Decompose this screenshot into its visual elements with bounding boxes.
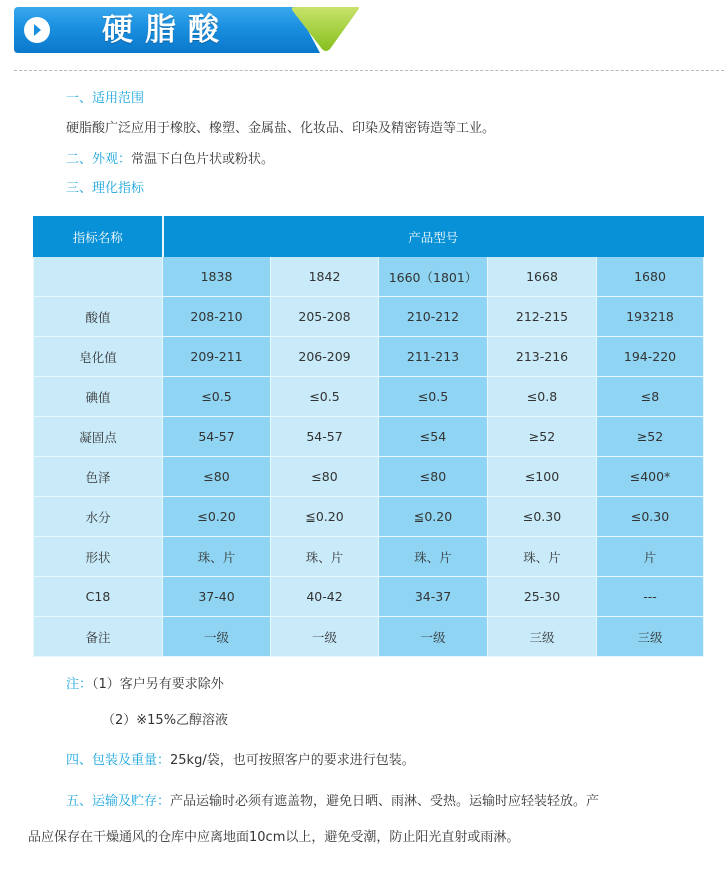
cell: 209-211 [163,337,271,377]
cell: 三级 [597,617,704,657]
title-banner [14,7,324,53]
dashed-divider [14,70,724,71]
cell: 193218 [597,297,704,337]
note-1: （1）客户另有要求除外 [92,677,224,692]
row-name: 形状 [34,537,163,577]
cell: 珠、片 [163,537,271,577]
cell: ≤80 [379,457,488,497]
chevron-right-icon [24,17,50,43]
scope-text: 硬脂酸广泛应用于橡胶、橡塑、金属盐、化妆品、印染及精密铸造等工业。 [66,121,496,136]
model-row [34,257,704,297]
row-name: 酸值 [34,297,163,337]
table-row [34,417,704,457]
transport-line-1 [66,793,599,811]
header-name: 指标名称 [34,217,163,257]
table-row [34,537,704,577]
table-row [34,617,704,657]
cell: ≦0.20 [379,497,488,537]
cell: 205-208 [271,297,379,337]
cell: ≤80 [163,457,271,497]
cell: ≤0.30 [597,497,704,537]
cell: ≤8 [597,377,704,417]
cell: 54-57 [271,417,379,457]
cell: 210-212 [379,297,488,337]
model-row-label [34,257,163,297]
cell: 珠、片 [488,537,597,577]
notes-label: 注： [66,677,93,692]
cell: ≥52 [488,417,597,457]
cell: 206-209 [271,337,379,377]
cell: ≤0.30 [488,497,597,537]
table-row [34,297,704,337]
cell: ≤54 [379,417,488,457]
transport-heading: 五、运输及贮存： [66,794,171,809]
transport-text-1: 产品运输时必须有遮盖物，避免日晒、雨淋、受热。运输时应轻装轻放。产 [170,794,600,809]
cell: 37-40 [163,577,271,617]
cell: 213-216 [488,337,597,377]
table-header-row [34,217,704,257]
cell: ≤0.5 [379,377,488,417]
packaging-text: 25kg/袋，也可按照客户的要求进行包装。 [170,753,415,768]
cell: ≤0.20 [163,497,271,537]
table-row [34,457,704,497]
cell: 211-213 [379,337,488,377]
table-row [34,497,704,537]
specs-heading: 三、理化指标 [66,181,145,196]
row-name: 凝固点 [34,417,163,457]
row-name: 皂化值 [34,337,163,377]
model-1680: 1680 [597,257,704,297]
cell: 三级 [488,617,597,657]
cell: 208-210 [163,297,271,337]
cell: 一级 [271,617,379,657]
row-name: 色泽 [34,457,163,497]
page-title: 硬脂酸 [102,12,231,48]
cell: ≤0.8 [488,377,597,417]
note-1-line [66,676,224,694]
table-row [34,337,704,377]
cell: 珠、片 [271,537,379,577]
model-1842: 1842 [271,257,379,297]
cell: ≤100 [488,457,597,497]
triangle-down-icon [292,7,360,51]
cell: ≤0.5 [271,377,379,417]
appearance-text: 常温下白色片状或粉状。 [131,152,275,167]
cell: ≤80 [271,457,379,497]
spec-table [33,216,704,657]
cell: ≤400* [597,457,704,497]
model-1668: 1668 [488,257,597,297]
table-row [34,377,704,417]
packaging-line [66,752,415,770]
row-name: 水分 [34,497,163,537]
scope-heading: 一、适用范围 [66,91,145,106]
cell: ≦0.20 [271,497,379,537]
cell: ≤0.5 [163,377,271,417]
row-name: 备注 [34,617,163,657]
model-1838: 1838 [163,257,271,297]
note-2: （2）※15%乙醇溶液 [102,713,229,728]
header-models: 产品型号 [163,217,704,257]
row-name: 碘值 [34,377,163,417]
cell: 一级 [379,617,488,657]
appearance-heading: 二、外观： [66,152,132,167]
row-name: C18 [34,577,163,617]
model-1660: 1660（1801） [379,257,488,297]
transport-text-2: 品应保存在干燥通风的仓库中应离地面10cm以上，避免受潮，防止阳光直射或雨淋。 [28,830,520,845]
cell: 片 [597,537,704,577]
packaging-heading: 四、包装及重量： [66,753,171,768]
table-row [34,577,704,617]
cell: ≥52 [597,417,704,457]
cell: 212-215 [488,297,597,337]
cell: --- [597,577,704,617]
cell: 54-57 [163,417,271,457]
cell: 25-30 [488,577,597,617]
appearance-line [66,151,274,169]
cell: 一级 [163,617,271,657]
cell: 40-42 [271,577,379,617]
cell: 34-37 [379,577,488,617]
cell: 194-220 [597,337,704,377]
cell: 珠、片 [379,537,488,577]
